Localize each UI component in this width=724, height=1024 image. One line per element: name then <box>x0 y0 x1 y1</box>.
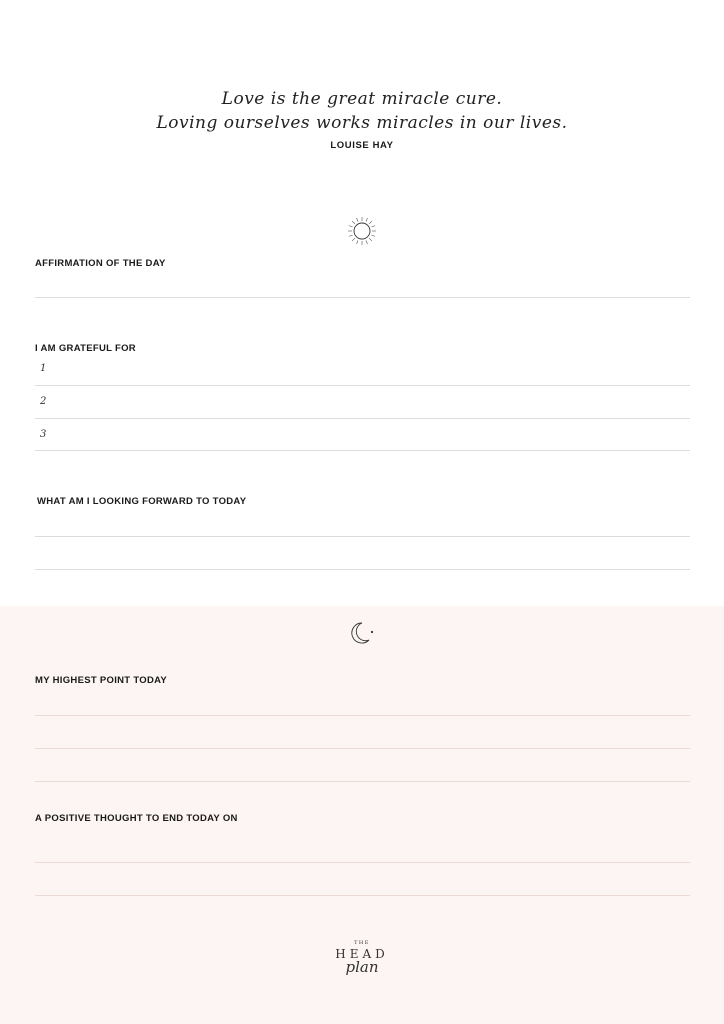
quote-line-1: Love is the great miracle cure. <box>221 89 503 109</box>
grateful-heading: I AM GRATEFUL FOR <box>35 343 136 354</box>
grateful-line-1[interactable] <box>35 385 690 386</box>
moon-icon <box>349 621 377 645</box>
grateful-number-1: 1 <box>40 363 47 374</box>
the-head-plan-logo <box>312 940 412 976</box>
grateful-number-3: 3 <box>40 429 47 440</box>
highest-point-heading: MY HIGHEST POINT TODAY <box>35 675 168 686</box>
positive-line-2[interactable] <box>35 895 690 896</box>
sun-icon <box>346 215 378 247</box>
grateful-line-3[interactable] <box>35 450 690 451</box>
positive-thought-heading: A POSITIVE THOUGHT TO END TODAY ON <box>35 813 238 824</box>
grateful-line-2[interactable] <box>35 418 690 419</box>
logo-head: HEAD <box>335 947 389 961</box>
forward-line-2[interactable] <box>35 569 690 570</box>
affirmation-line[interactable] <box>35 297 690 298</box>
grateful-number-2: 2 <box>40 396 47 407</box>
affirmation-heading: AFFIRMATION OF THE DAY <box>35 258 166 269</box>
forward-line-1[interactable] <box>35 536 690 537</box>
forward-heading: WHAT AM I LOOKING FORWARD TO TODAY <box>37 496 247 507</box>
quote-author: LOUISE HAY <box>330 140 394 151</box>
logo-plan: plan <box>345 958 379 976</box>
positive-line-1[interactable] <box>35 862 690 863</box>
highest-line-3[interactable] <box>35 781 690 782</box>
logo-the: THE <box>354 940 370 946</box>
quote-line-2: Loving ourselves works miracles in our lives. <box>156 113 568 133</box>
highest-line-2[interactable] <box>35 748 690 749</box>
highest-line-1[interactable] <box>35 715 690 716</box>
